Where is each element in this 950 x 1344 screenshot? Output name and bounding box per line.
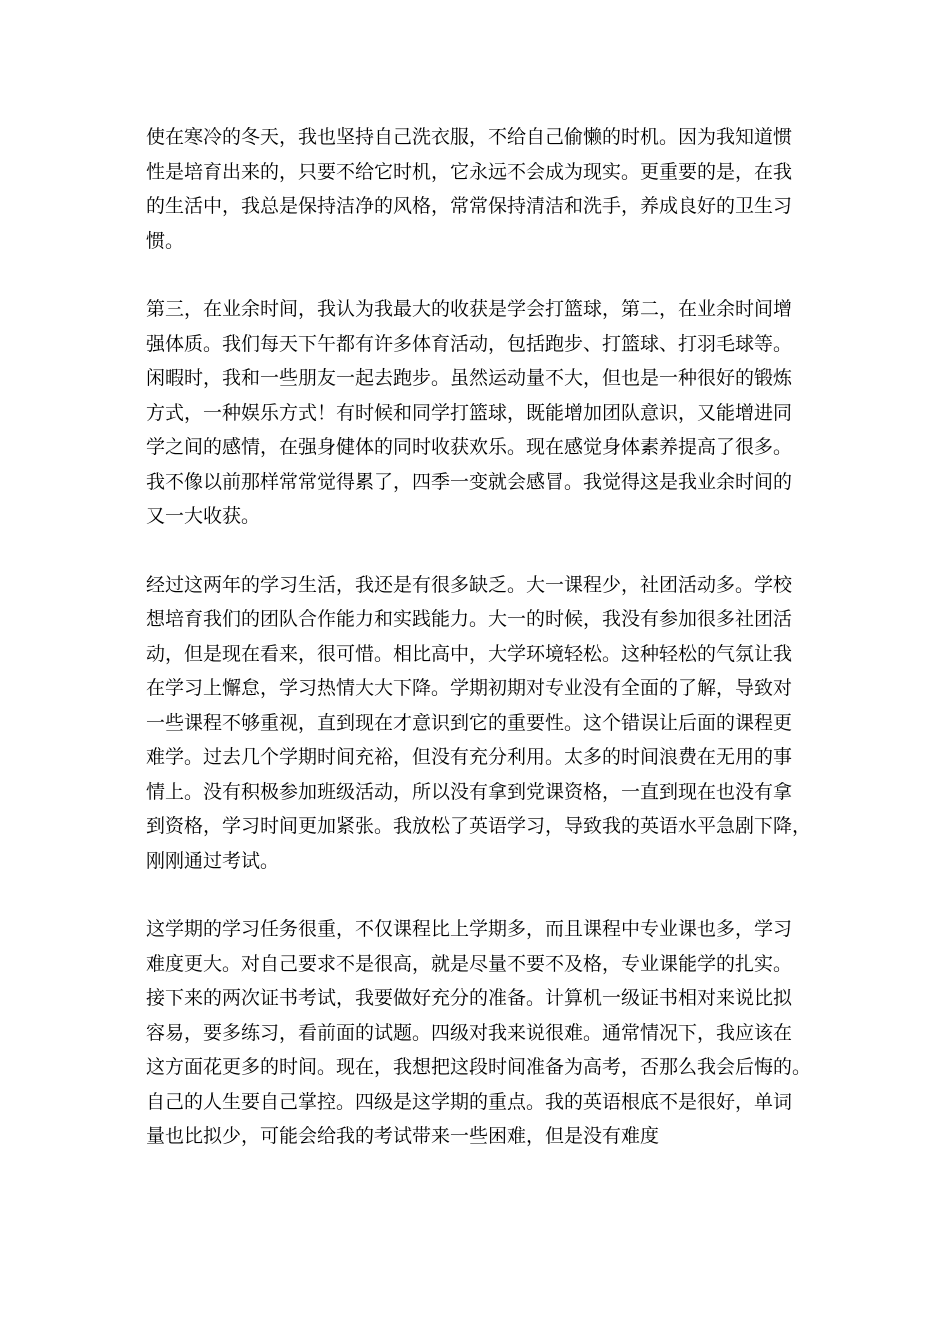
text-line: 动，但是现在看来，很可惜。相比高中，大学环境轻松。这种轻松的气氛让我 xyxy=(146,642,793,665)
text-line: 这方面花更多的时间。现在，我想把这段时间准备为高考，否那么我会后悔的。 xyxy=(146,1056,812,1078)
text-line: 性是培育出来的，只要不给它时机，它永远不会成为现实。更重要的是，在我 xyxy=(146,160,793,183)
text-line: 到资格，学习时间更加紧张。我放松了英语学习，导致我的英语水平急剧下降， xyxy=(146,815,812,837)
text-line: 难学。过去几个学期时间充裕，但没有充分利用。太多的时间浪费在无用的事 xyxy=(146,746,793,768)
text-line: 经过这两年的学习生活，我还是有很多缺乏。大一课程少，社团活动多。学校 xyxy=(146,573,793,596)
paragraph-hygiene xyxy=(146,120,816,258)
text-line: 接下来的两次证书考试，我要做好充分的准备。计算机一级证书相对来说比拟 xyxy=(146,987,793,1009)
paragraph-study-plan xyxy=(146,912,816,1154)
document-body xyxy=(146,120,816,1188)
text-line: 强体质。我们每天下午都有许多体育活动，包括跑步、打篮球、打羽毛球等。 xyxy=(146,332,793,355)
text-line: 使在寒冷的冬天，我也坚持自己洗衣服，不给自己偷懒的时机。因为我知道惯 xyxy=(146,126,793,148)
text-line: 第三，在业余时间，我认为我最大的收获是学会打篮球，第二，在业余时间增 xyxy=(146,298,793,320)
text-line: 在学习上懈怠，学习热情大大下降。学期初期对专业没有全面的了解，导致对 xyxy=(146,677,793,699)
text-line: 容易，要多练习，看前面的试题。四级对我来说很难。通常情况下，我应该在 xyxy=(146,1021,793,1044)
text-line: 我不像以前那样常常觉得累了，四季一变就会感冒。我觉得这是我业余时间的 xyxy=(146,470,793,493)
text-line: 又一大收获。 xyxy=(146,505,261,527)
text-line: 自己的人生要自己掌控。四级是这学期的重点。我的英语根底不是很好，单词 xyxy=(146,1090,793,1113)
text-line: 想培育我们的团队合作能力和实践能力。大一的时候，我没有参加很多社团活 xyxy=(146,608,793,630)
text-line: 惯。 xyxy=(146,229,185,252)
paragraph-sports xyxy=(146,292,816,534)
text-line: 难度更大。对自己要求不是很高，就是尽量不要不及格，专业课能学的扎实。 xyxy=(146,952,793,975)
text-line: 的生活中，我总是保持洁净的风格，常常保持清洁和洗手，养成良好的卫生习 xyxy=(146,195,793,217)
paragraph-shortcomings xyxy=(146,568,816,879)
text-line: 方式，一种娱乐方式！有时候和同学打篮球，既能增加团队意识，又能增进同 xyxy=(146,401,793,424)
text-line: 情上。没有积极参加班级活动，所以没有拿到党课资格，一直到现在也没有拿 xyxy=(146,780,793,803)
text-line: 学之间的感情，在强身健体的同时收获欢乐。现在感觉身体素养提高了很多。 xyxy=(146,436,793,458)
text-line: 刚刚通过考试。 xyxy=(146,849,280,872)
text-line: 这学期的学习任务很重，不仅课程比上学期多，而且课程中专业课也多，学习 xyxy=(146,918,793,940)
text-line: 量也比拟少，可能会给我的考试带来一些困难，但是没有难度 xyxy=(146,1125,660,1147)
text-line: 一些课程不够重视，直到现在才意识到它的重要性。这个错误让后面的课程更 xyxy=(146,711,793,734)
text-line: 闲暇时，我和一些朋友一起去跑步。虽然运动量不大，但也是一种很好的锻炼 xyxy=(146,367,793,389)
